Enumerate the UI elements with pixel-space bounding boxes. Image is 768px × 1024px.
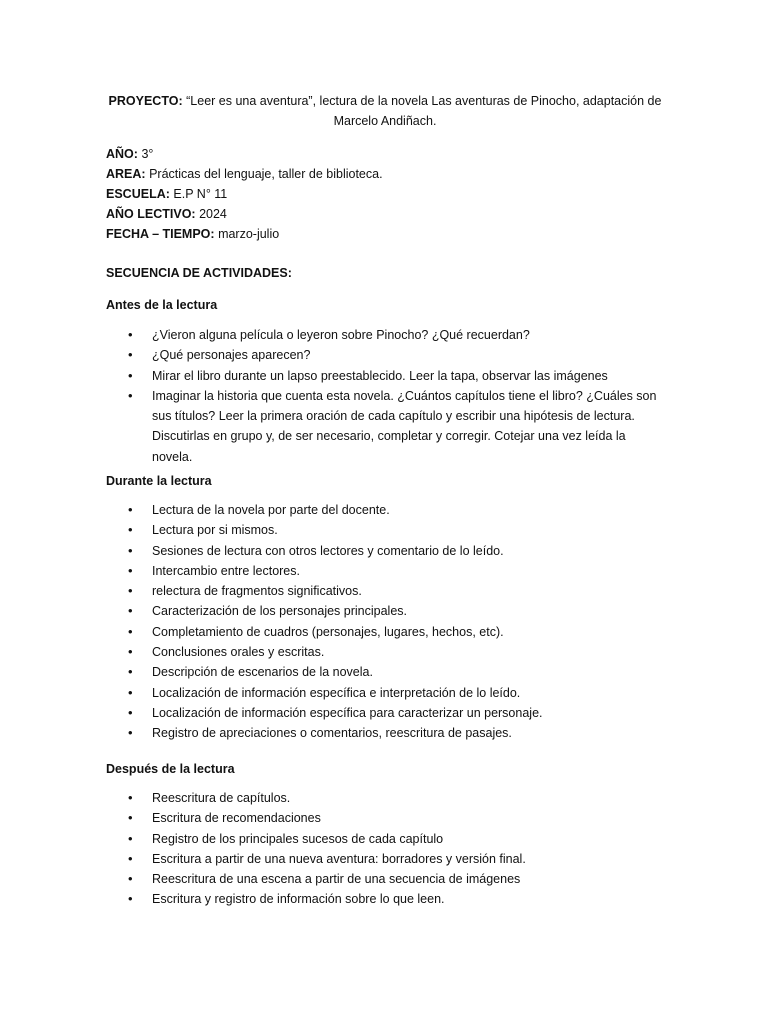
bullet-icon: • (128, 367, 133, 383)
list-item: • Caracterización de los personajes principales. (106, 601, 666, 621)
list-item: • relectura de fragmentos significativos. (106, 581, 666, 601)
section-title-before: Antes de la lectura (106, 298, 218, 312)
meta-date-time: FECHA – TIEMPO: marzo-julio (106, 227, 280, 241)
list-item: • Registro de apreciaciones o comentarios, reescritura de pasajes. (106, 723, 666, 743)
bullet-icon: • (128, 644, 133, 660)
section-title-during: Durante la lectura (106, 474, 212, 488)
project-text: “Leer es una aventura”, lectura de la novela Las aventuras de Pinocho, adaptación de Marcelo Andiñach. (186, 94, 662, 128)
bullet-icon: • (128, 502, 133, 517)
list-item: • ¿Vieron alguna película o leyeron sobre Pinocho? ¿Qué recuerdan? (106, 325, 666, 345)
list-item: • Sesiones de lectura con otros lectores y comentario de lo leído. (106, 541, 666, 561)
list-item: • Imaginar la historia que cuenta esta novela. ¿Cuántos capítulos tiene el libro? ¿Cuáles son sus títulos? Leer la primera oración de cada capítulo y escribir una hipótesis de lectura. Discutirlas en grupo y, de ser necesario, completar y corregir. Cotejar una vez leída la novela. (128, 387, 657, 464)
bullet-icon: • (128, 725, 133, 741)
list-item: • Reescritura de una escena a partir de una secuencia de imágenes (106, 869, 666, 889)
list-item: • Localización de información específica para caracterizar un personaje. (106, 703, 666, 723)
bullet-icon: • (128, 891, 133, 907)
list-item: • Escritura de recomendaciones (106, 808, 666, 828)
meta-school: ESCUELA: E.P N° 11 (106, 187, 228, 201)
meta-year: AÑO: 3° (106, 147, 154, 161)
bullet-icon: • (128, 664, 133, 680)
project-title (100, 91, 670, 131)
list-item: • Intercambio entre lectores. (106, 561, 666, 581)
list-item: • Lectura por si mismos. (106, 520, 666, 540)
list-item: • Reescritura de capítulos. (106, 788, 666, 808)
meta-block (106, 144, 383, 244)
bullet-icon: • (128, 603, 133, 619)
section-title-after: Después de la lectura (106, 762, 235, 776)
list-item: • Localización de información específica e interpretación de lo leído. (106, 683, 666, 703)
bullet-icon: • (128, 542, 133, 558)
project-label: PROYECTO: (108, 94, 183, 108)
bullet-icon: • (128, 623, 133, 639)
bullet-icon: • (128, 790, 133, 805)
list-item: • Completamiento de cuadros (personajes, lugares, hechos, etc). (106, 622, 666, 642)
list-item: • Conclusiones orales y escritas. (106, 642, 666, 662)
list-item: • Escritura a partir de una nueva aventura: borradores y versión final. (106, 849, 666, 869)
bullet-icon: • (128, 522, 133, 538)
meta-area: AREA: Prácticas del lenguaje, taller de biblioteca. (106, 167, 383, 181)
sequence-title: SECUENCIA DE ACTIVIDADES: (106, 266, 292, 280)
list-during-reading (106, 500, 666, 744)
list-after-reading (106, 788, 666, 910)
list-item: • ¿Qué personajes aparecen? (106, 345, 666, 365)
list-item: • Escritura y registro de información sobre lo que leen. (106, 889, 666, 909)
list-before-reading (106, 325, 666, 467)
bullet-icon: • (128, 387, 133, 403)
bullet-icon: • (128, 810, 133, 826)
bullet-icon: • (128, 704, 133, 720)
bullet-icon: • (128, 347, 133, 363)
bullet-icon: • (128, 871, 133, 887)
list-item: • Registro de los principales sucesos de cada capítulo (106, 829, 666, 849)
bullet-icon: • (128, 327, 133, 342)
meta-school-year: AÑO LECTIVO: 2024 (106, 207, 227, 221)
bullet-icon: • (128, 850, 133, 866)
list-item: • Lectura de la novela por parte del docente. (106, 500, 666, 520)
bullet-icon: • (128, 562, 133, 578)
list-item: • Mirar el libro durante un lapso preestablecido. Leer la tapa, observar las imágenes (106, 366, 666, 386)
bullet-icon: • (128, 830, 133, 846)
bullet-icon: • (128, 684, 133, 700)
bullet-icon: • (128, 583, 133, 599)
list-item: • Descripción de escenarios de la novela. (106, 662, 666, 682)
